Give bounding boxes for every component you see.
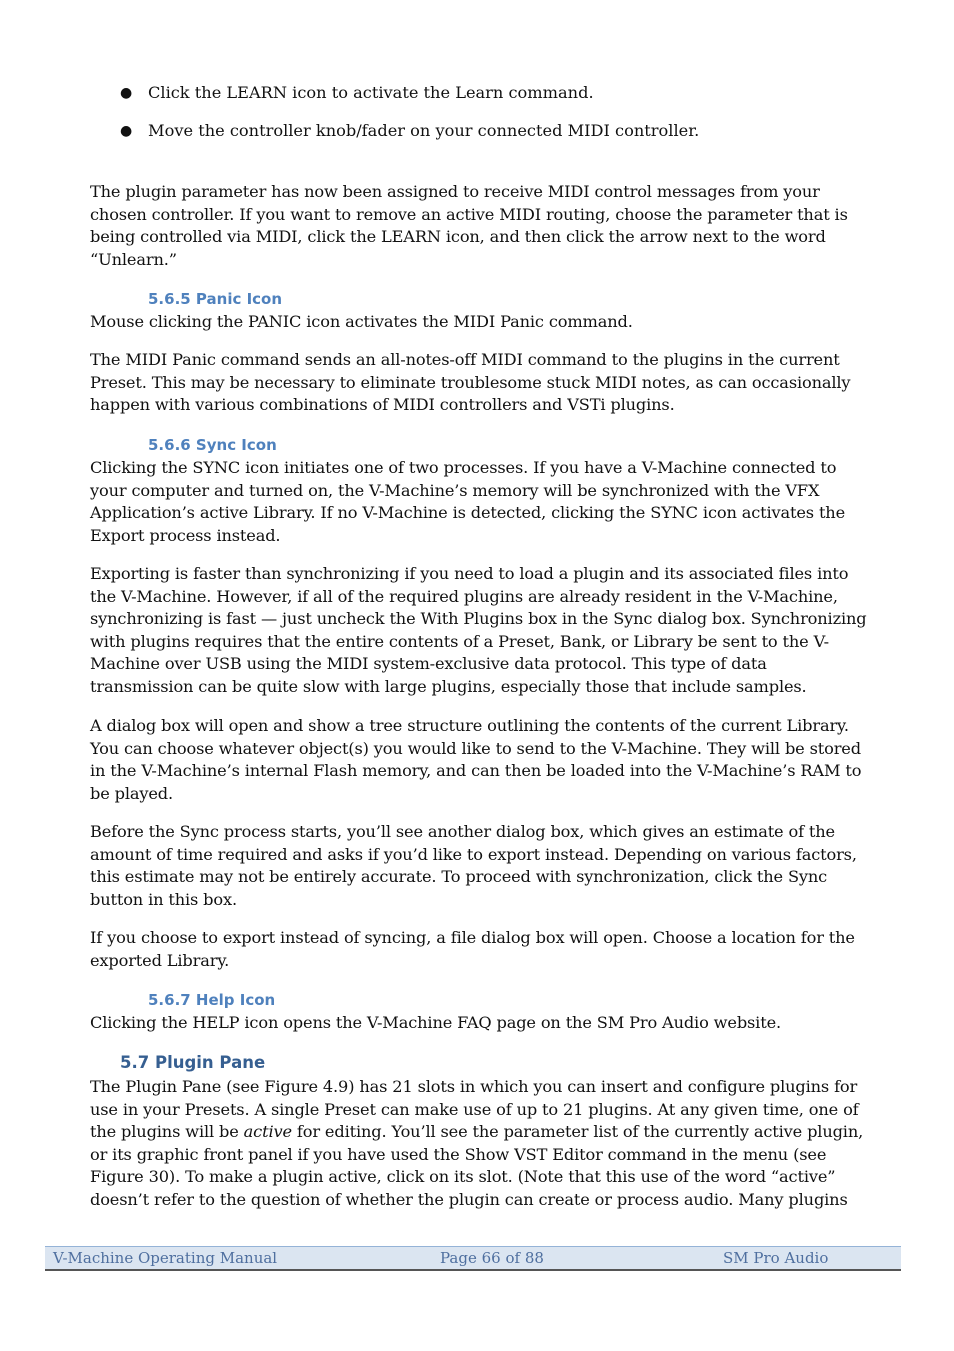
heading-panic-icon: 5.6.5 Panic Icon: [148, 290, 283, 308]
bullet-item: [120, 120, 700, 143]
paragraph: Before the Sync process starts, you’ll see another dialog box, which gives an estimate of the amount of time required and asks if you’d like to export instead. Depending on various factors, this estimate may not be entirely accurate. To proceed with synchronization, click the Sync button in this box.: [90, 822, 857, 909]
paragraph: The MIDI Panic command sends an all-notes-off MIDI command to the plugins in the current Preset. This may be necessary to eliminate troublesome stuck MIDI notes, as can occasionally happen with various combinations of MIDI controllers and VSTi plugins.: [90, 350, 851, 415]
paragraph: Clicking the HELP icon opens the V-Machine FAQ page on the SM Pro Audio website.: [90, 1013, 781, 1032]
bullet-text: Click the LEARN icon to activate the Learn command.: [148, 83, 594, 102]
heading-plugin-pane: 5.7 Plugin Pane: [120, 1053, 266, 1072]
paragraph: A dialog box will open and show a tree structure outlining the contents of the current Library. You can choose whatever object(s) you would like to send to the V-Machine. They will be stored in the V-Machine’s internal Flash memory, and can then be loaded into the V-Machine’s RAM to be played.: [90, 716, 862, 803]
paragraph: Clicking the SYNC icon initiates one of two processes. If you have a V-Machine connected to your computer and turned on, the V-Machine’s memory will be synchronized with the VFX Application’s active Library. If no V-Machine is detected, clicking the SYNC icon activates the Export process instead.: [90, 458, 846, 545]
footer-company: SM Pro Audio: [723, 1249, 829, 1267]
page-footer: [45, 1246, 901, 1271]
heading-help-icon: 5.6.7 Help Icon: [148, 991, 276, 1009]
footer-page-number: Page 66 of 88: [440, 1249, 544, 1267]
paragraph: Exporting is faster than synchronizing if you need to load a plugin and its associated files into the V-Machine. However, if all of the required plugins are already resident in the V-Machine, synchronizing is fast — just uncheck the With Plugins box in the Sync dialog box. Synchronizing with plugins requires that the entire contents of a Preset, Bank, or Library be sent to the V-Machine over USB using the MIDI system-exclusive data protocol. This type of data transmission can be quite slow with large plugins, especially those that include samples.: [90, 564, 867, 696]
paragraph: Mouse clicking the PANIC icon activates the MIDI Panic command.: [90, 312, 633, 331]
footer-title: V-Machine Operating Manual: [53, 1249, 278, 1267]
text-run: for editing. You’ll see the parameter list of the currently active plugin, or its graphic front panel if you have used the Show VST Editor command in the menu (see Figure 30). To make a plugin active, click on its slot. (Note that this use of the word “active” doesn’t refer to the question of whether the plugin can create or process audio. Many plugins: [90, 1122, 864, 1209]
paragraph: If you choose to export instead of syncing, a file dialog box will open. Choose a location for the exported Library.: [90, 928, 855, 970]
bullet-dot: ●: [120, 123, 133, 139]
paragraph-midi-routing: The plugin parameter has now been assigned to receive MIDI control messages from your chosen controller. If you want to remove an active MIDI routing, choose the parameter that is being controlled via MIDI, click the LEARN icon, and then click the arrow next to the word “Unlearn.”: [90, 182, 848, 269]
bullet-text: Move the controller knob/fader on your connected MIDI controller.: [148, 121, 700, 140]
bullet-item: [120, 82, 594, 105]
emphasis-active: active: [243, 1122, 292, 1142]
bullet-dot: ●: [120, 85, 133, 101]
paragraph-plugin-pane: [90, 1076, 870, 1212]
text-run: The Plugin Pane (see Figure 4.9) has 21 slots in which you can insert and configure plugins for use in your Presets. A single Preset can make use of up to 21 plugins. At any given time, one of the plugins will be: [90, 1077, 859, 1142]
heading-sync-icon: 5.6.6 Sync Icon: [148, 436, 277, 454]
